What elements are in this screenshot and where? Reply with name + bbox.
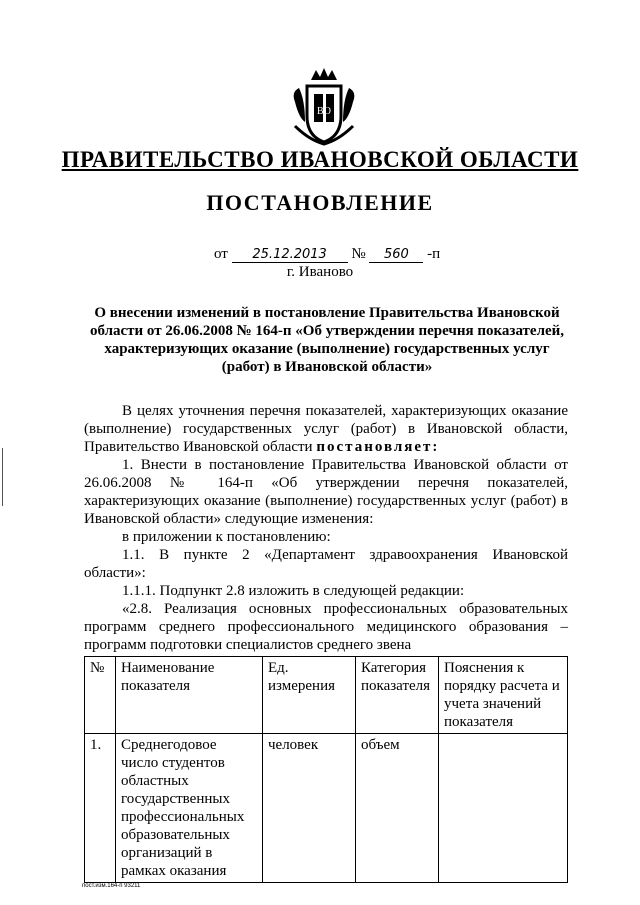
footer-code: пост.изм.164-п 93211 bbox=[82, 883, 141, 889]
indicators-table bbox=[84, 656, 568, 883]
header-cell-number: № bbox=[85, 657, 116, 734]
header-cell-category: Категория показателя bbox=[356, 657, 439, 734]
item-1-1-1: 1.1.1. Подпункт 2.8 изложить в следующей редакции: bbox=[122, 583, 465, 599]
intro-text: В целях уточнения перечня показателей, характеризующих оказание (выполнение) государственных услуг (работ) в Ивановской области, Правительство Ивановской области bbox=[84, 403, 568, 455]
row-cell-number: 1. bbox=[85, 734, 116, 883]
number-sign: № bbox=[351, 246, 366, 262]
header-cell-unit: Ед. измерения bbox=[263, 657, 356, 734]
decree-word: постановляет: bbox=[316, 439, 440, 455]
intro-paragraph bbox=[84, 402, 568, 456]
item-1-1: 1.1. В пункте 2 «Департамент здравоохранения Ивановской области»: bbox=[84, 547, 568, 581]
coat-of-arms-emblem bbox=[289, 66, 359, 146]
document-type-title: ПОСТАНОВЛЕНИЕ bbox=[206, 190, 434, 215]
number-suffix: -п bbox=[427, 246, 441, 262]
item-1: 1. Внести в постановление Правительства Ивановской области от 26.06.2008 № 164-п «Об утверждении перечня показателей, характеризующих оказание (выполнение) государственных услуг (работ) в Ивановской области» следующие изменения: bbox=[84, 457, 568, 527]
header-cell-name: Наименование показателя bbox=[116, 657, 263, 734]
appendix-line: в приложении к постановлению: bbox=[122, 529, 331, 545]
number-value: 560 bbox=[369, 247, 423, 263]
row-cell-category: объем bbox=[356, 734, 439, 883]
date-prefix: от bbox=[214, 246, 228, 262]
row-cell-name: Среднегодовое число студентов областных государственных профессиональных образовательных организаций в рамках оказания bbox=[116, 734, 263, 883]
row-cell-unit: человек bbox=[263, 734, 356, 883]
document-body bbox=[84, 402, 568, 654]
date-number-line bbox=[214, 246, 440, 263]
row-cell-notes bbox=[439, 734, 568, 883]
svg-text:ВО: ВО bbox=[317, 106, 331, 117]
document-subject: О внесении изменений в постановление Правительства Ивановской области от 26.06.2008 № 164-п «Об утверждении перечня показателей, характеризующих оказание (выполнение) государственных услуг (работ) в Ивановской области» bbox=[89, 305, 565, 375]
date-value: 25.12.2013 bbox=[232, 247, 348, 263]
item-2-8: «2.8. Реализация основных профессиональных образовательных программ среднего профессионального медицинского образования – программ подготовки специалистов среднего звена bbox=[84, 601, 568, 653]
header-cell-notes: Пояснения к порядку расчета и учета значений показателя bbox=[439, 657, 568, 734]
city-label: г. Иваново bbox=[286, 264, 354, 280]
table-header-row bbox=[85, 657, 568, 734]
government-title: ПРАВИТЕЛЬСТВО ИВАНОВСКОЙ ОБЛАСТИ bbox=[61, 147, 579, 172]
scan-margin-line bbox=[2, 448, 3, 506]
table-row bbox=[85, 734, 568, 883]
